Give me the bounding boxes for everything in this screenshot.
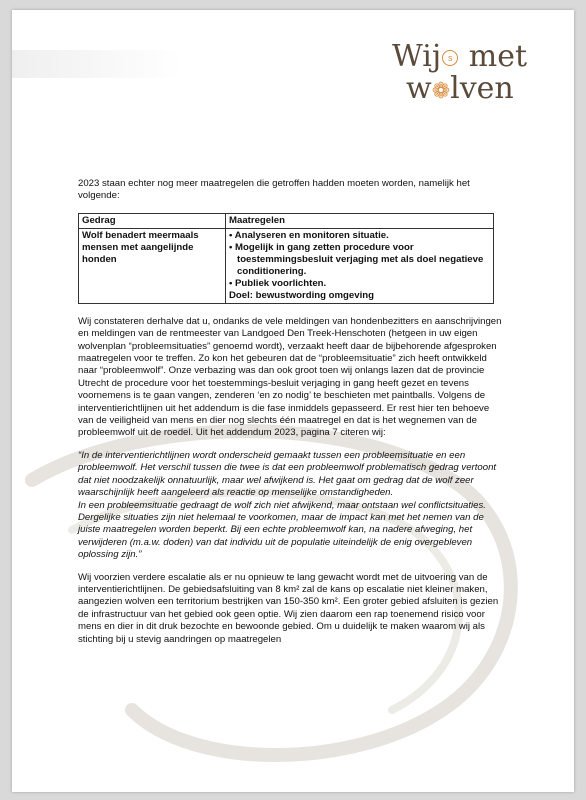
header-bar bbox=[12, 50, 182, 78]
measure-item: • Mogelijk in gang zetten procedure voor toestemmingsbesluit verjaging met als doel negatieve conditionering. bbox=[229, 241, 484, 277]
quote-paragraph-2: In een probleemsituatie gedraagt de wolf zich niet afwijkend, maar ontstaan wel conflictsituaties. Dergelijke situaties zijn niet helemaal te voorkomen, maar de impact kan met het nemen van de juiste maatregelen worden beperkt. Bij een echte probleemwolf kan, na nadere afweging, het verwijderen (m.a.w. doden) van dat individu uit de populatie uiteindelijk de enig overgebleven oplossing zijn.” bbox=[78, 499, 486, 561]
paragraph-1: Wij constateren derhalve dat u, ondanks de vele meldingen van hondenbezitters en aanschrijvingen en meldingen van de rentmeester van Landgoed Den Treek-Henschoten (hetgeen in uw eigen wolvenplan “probleemsituaties” genoemd wordt), verzaakt heeft daar de bijbehorende afgesproken maatregelen voor te treffen. Zo kon het gebeuren dat de “probleemsituatie” zich heeft ontwikkeld naar “probleemwolf”. Onze verbazing was dan ook groot toen wij onlangs lazen dat de provincie Utrecht de procedure voor het toestemmings-besluit verjaging in gang heeft gezet en tevens voornemens is te gaan vangen, zenderen ‘en zo nodig’ te beschieten met paintballs. Volgens de interventierichtlijnen uit het addendum is die fase inmiddels gepasseerd. Er rest hier ten behoeve van de veiligheid van mens en dier nog slechts één maatregel en dat is het wegnemen van de probleemwolf uit de roedel. Uit het addendum 2023, pagina 7 citeren wij: bbox=[78, 315, 502, 439]
logo-text-w: w bbox=[406, 71, 432, 106]
logo-text-met: met bbox=[468, 39, 528, 74]
table-header-maatregelen: Maatregelen bbox=[226, 213, 494, 228]
paragraph-2: Wij voorzien verdere escalatie als er nu opnieuw te lang gewacht wordt met de uitvoering van de interventierichtlijnen. De gebiedsafsluiting van 8 km² zal de kans op escalatie niet kleiner maken, aangezien wolven een territorium bestrijken van 150-350 km². Een groter gebied afsluiten is gezien de infrastructuur van het gebied ook geen optie. Wij zien daarom een rap toenemend risico voor mens en dier in dit druk bezochte en bewoonde gebied. Om u duidelijk te maken waarom wij als stichting bij u stevig aandringen op maatregelen bbox=[78, 571, 499, 645]
logo-text-lven: lven bbox=[450, 71, 514, 106]
logo-text-wij: Wij bbox=[392, 39, 442, 74]
wij-met-wolven-logo bbox=[392, 40, 542, 112]
measure-item: • Publiek voorlichten. bbox=[229, 277, 327, 289]
logo-s-circle: s bbox=[442, 50, 458, 66]
letter-body bbox=[78, 178, 502, 656]
document-page bbox=[12, 10, 574, 792]
paw-icon: ❁ bbox=[431, 79, 451, 104]
quote-paragraph-1: “In de interventierichtlijnen wordt onderscheid gemaakt tussen een probleemsituatie en een probleemwolf. Het verschil tussen die twee is dat een probleemwolf problematisch gedrag vertoont dat niet noodzakelijk onnatuurlijk, maar wel afwijkend is. Het gaat om gedrag dat de wolf zeer waarschijnlijk heeft aangeleerd als reactie op menselijke omstandigheden. bbox=[78, 449, 497, 499]
measures-cell bbox=[226, 228, 494, 303]
measure-item: • Analyseren en monitoren situatie. bbox=[229, 229, 389, 241]
table-header-row bbox=[79, 213, 494, 228]
measure-goal: Doel: bewustwording omgeving bbox=[229, 289, 374, 301]
table-header-gedrag: Gedrag bbox=[79, 213, 226, 228]
measures-table bbox=[78, 213, 494, 304]
intro-text: 2023 staan echter nog meer maatregelen die getroffen hadden moeten worden, namelijk het volgende: bbox=[78, 178, 470, 202]
behavior-cell: Wolf benadert meermaals mensen met aangelijnde honden bbox=[79, 228, 226, 303]
table-row bbox=[79, 228, 494, 303]
